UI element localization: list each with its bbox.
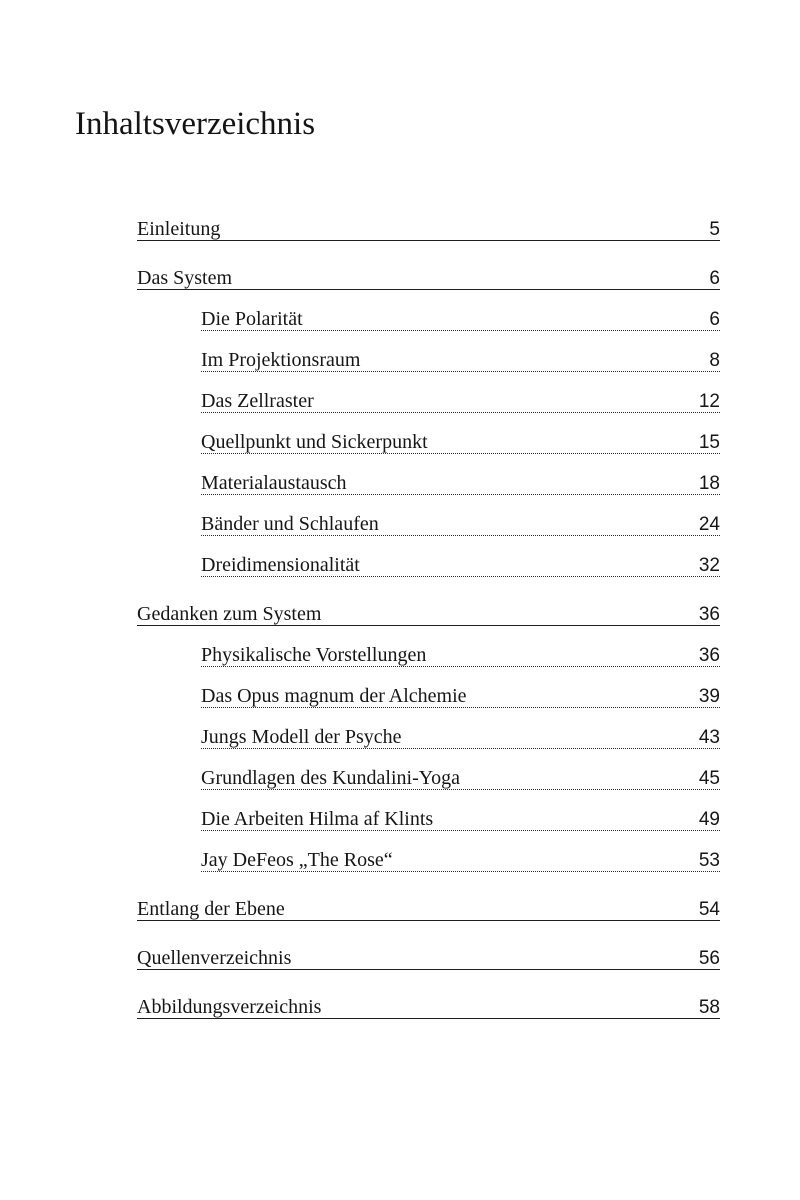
toc-entry-page: 45 [698,768,720,789]
toc-entry[interactable] [201,432,720,454]
toc-entry-page: 24 [698,514,720,535]
toc-entry-label: Materialaustausch [201,472,347,494]
toc-entry-page: 43 [698,727,720,748]
toc-entry[interactable] [201,391,720,413]
toc-entry[interactable] [201,768,720,790]
toc-entry[interactable] [201,309,720,331]
toc-entry-label: Grundlagen des Kundalini-Yoga [201,767,461,789]
toc-entry-label: Jungs Modell der Psyche [201,726,402,748]
toc-entry-label: Dreidimensionalität [201,554,360,576]
toc-entry-page: 8 [709,350,720,371]
toc-entry[interactable] [201,686,720,708]
toc-entry[interactable] [137,948,720,970]
toc-entry[interactable] [201,514,720,536]
toc-entry-page: 36 [698,604,720,625]
toc-entry[interactable] [137,997,720,1019]
toc-entry-page: 5 [709,219,720,240]
toc-entry-label: Die Arbeiten Hilma af Klints [201,808,434,830]
toc-entry[interactable] [201,350,720,372]
toc-entry-label: Quellenverzeichnis [137,947,292,969]
toc-entry-label: Das Zellraster [201,390,314,412]
toc-entry-page: 15 [698,432,720,453]
toc-entry-page: 39 [698,686,720,707]
toc-entry-label: Jay DeFeos „The Rose“ [201,849,393,871]
toc-entry[interactable] [201,555,720,577]
toc-entry-page: 6 [709,309,720,330]
toc-entry-label: Das System [137,267,232,289]
toc-entry[interactable] [137,268,720,290]
toc-entry-page: 36 [698,645,720,666]
toc-entry-page: 56 [698,948,720,969]
toc-entry[interactable] [201,473,720,495]
toc-entry-page: 6 [709,268,720,289]
toc-entry-page: 58 [698,997,720,1018]
toc-entry-page: 53 [698,850,720,871]
toc-entry-page: 49 [698,809,720,830]
toc-entry[interactable] [201,809,720,831]
toc-entry[interactable] [201,850,720,872]
toc-entry-label: Bänder und Schlaufen [201,513,379,535]
toc-entry-page: 12 [698,391,720,412]
toc-entry-label: Physikalische Vorstellungen [201,644,427,666]
toc-entry-label: Einleitung [137,218,221,240]
toc-entry[interactable] [137,604,720,626]
toc-entry-label: Entlang der Ebene [137,898,285,920]
toc-entry[interactable] [137,899,720,921]
toc-entry[interactable] [201,727,720,749]
toc-entry-label: Gedanken zum System [137,603,322,625]
toc-entry-page: 32 [698,555,720,576]
toc-entry-label: Abbildungsverzeichnis [137,996,322,1018]
toc-entry[interactable] [137,219,720,241]
toc-entry-page: 54 [698,899,720,920]
toc-entry-label: Im Projektionsraum [201,349,361,371]
table-of-contents [137,211,720,1038]
toc-entry-label: Das Opus magnum der Alchemie [201,685,467,707]
toc-entry[interactable] [201,645,720,667]
toc-entry-label: Die Polarität [201,308,303,330]
toc-entry-page: 18 [698,473,720,494]
page-title: Inhaltsverzeichnis [75,106,316,142]
toc-entry-label: Quellpunkt und Sickerpunkt [201,431,428,453]
